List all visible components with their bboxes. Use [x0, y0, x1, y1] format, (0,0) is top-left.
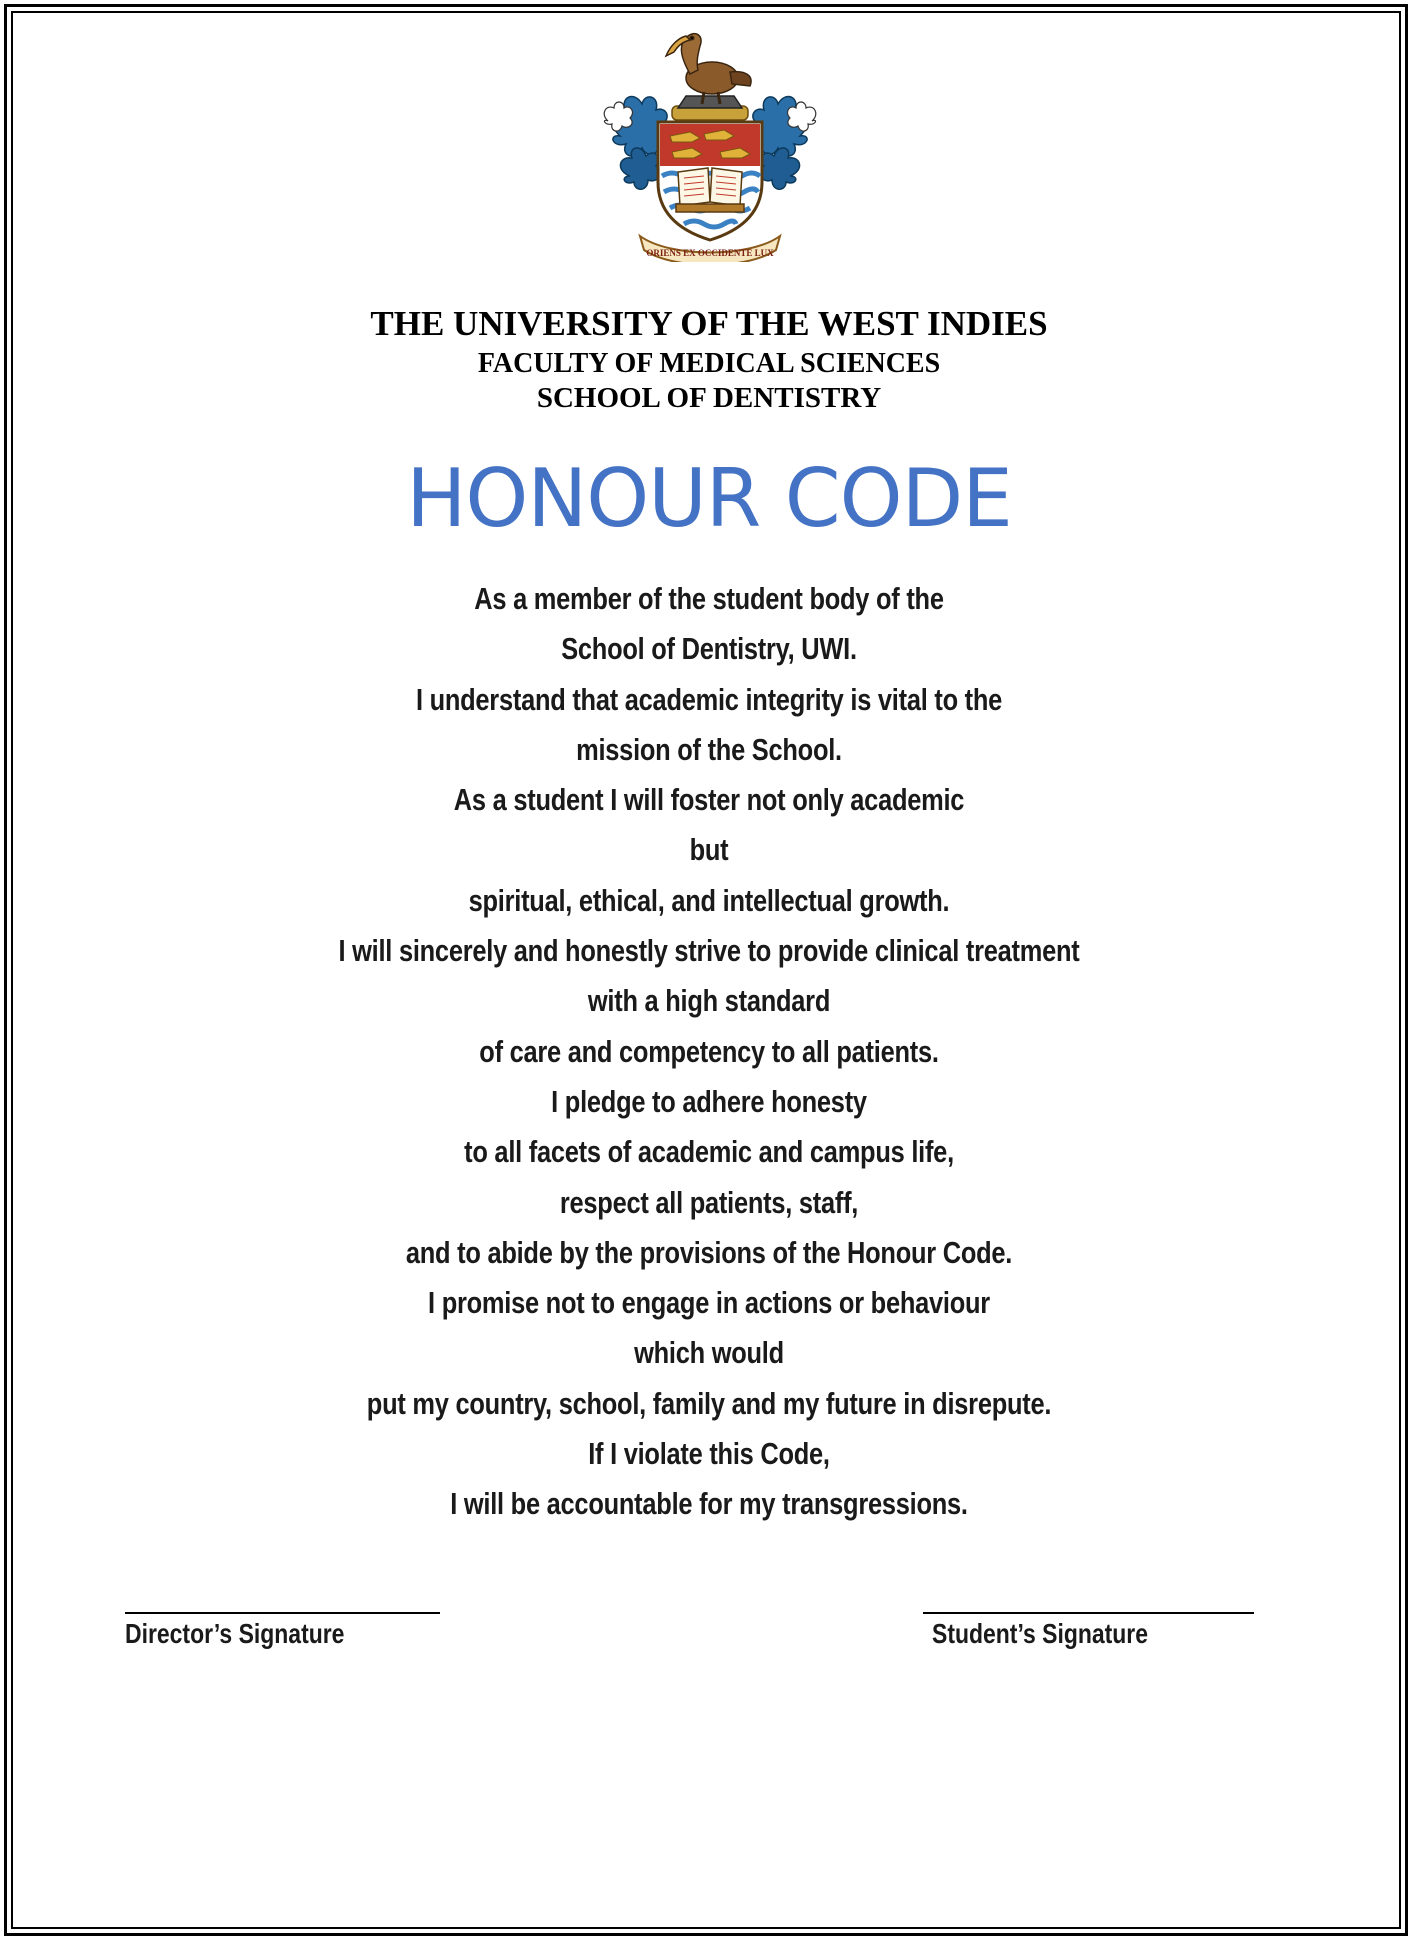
pledge-line: and to abide by the provisions of the Honour Code. — [405, 1234, 1013, 1270]
page-title: HONOUR CODE — [406, 452, 1012, 545]
pelican — [666, 34, 751, 104]
pledge-line: If I violate this Code, — [588, 1436, 830, 1472]
pledge-line: I will be accountable for my transgressions. — [450, 1486, 968, 1522]
faculty-name: FACULTY OF MEDICAL SCIENCES — [477, 348, 941, 379]
pledge-line: of care and competency to all patients. — [479, 1033, 939, 1069]
pledge-line: but — [689, 832, 729, 868]
pledge-line: mission of the School. — [576, 731, 842, 767]
university-crest-icon — [600, 26, 820, 262]
pledge-line: spiritual, ethical, and intellectual growth. — [468, 882, 950, 918]
pledge-line: put my country, school, family and my future in disrepute. — [366, 1385, 1052, 1421]
pledge-line: with a high standard — [587, 983, 831, 1019]
pledge-line: I understand that academic integrity is vital to the — [415, 681, 1003, 717]
pledge-line: I will sincerely and honestly strive to provide clinical treatment — [338, 933, 1080, 969]
pledge-line: I pledge to adhere honesty — [551, 1083, 867, 1119]
pledge-line: which would — [634, 1335, 784, 1371]
director-signature-label: Director’s Signature — [125, 1618, 345, 1649]
student-signature-line — [923, 1612, 1254, 1614]
pledge-line: As a member of the student body of the — [474, 581, 944, 616]
crest-motto-text: ORIENS EX OCCIDENTE LUX — [646, 248, 774, 258]
university-name: THE UNIVERSITY OF THE WEST INDIES — [370, 304, 1048, 343]
pledge-line: respect all patients, staff, — [559, 1184, 859, 1220]
director-signature-line — [125, 1612, 440, 1614]
pledge-line: As a student I will foster not only academic — [453, 782, 965, 818]
pledge-line: to all facets of academic and campus life, — [464, 1134, 954, 1170]
school-name: SCHOOL OF DENTISTRY — [536, 382, 882, 414]
pledge-line: School of Dentistry, UWI. — [561, 631, 857, 667]
pledge-text — [0, 574, 1418, 1530]
pledge-line: I promise not to engage in actions or behaviour — [428, 1285, 990, 1321]
student-signature-label: Student’s Signature — [932, 1618, 1149, 1649]
